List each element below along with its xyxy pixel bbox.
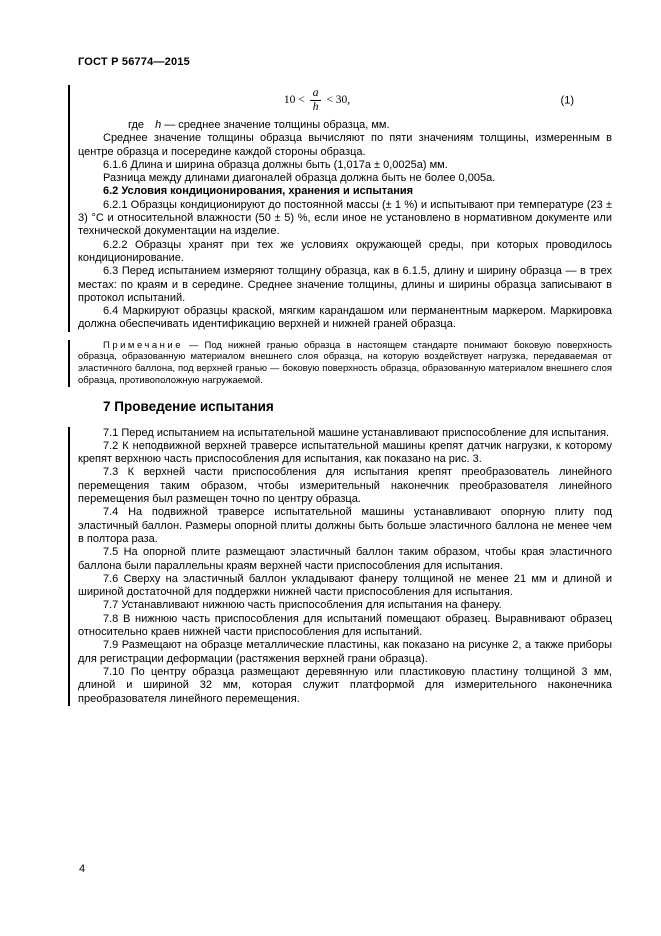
document-header: ГОСТ Р 56774—2015 bbox=[78, 56, 190, 68]
paragraph-6-3: 6.3 Перед испытанием измеряют толщину образца, как в 6.1.5, длину и ширину образца — в трех местах: по краям и в середине. Среднее значение толщины, длины и ширины образца записывают в протокол испытаний. bbox=[78, 265, 612, 304]
document-body bbox=[78, 85, 612, 706]
paragraph-average-thickness: Среднее значение толщины образца вычисляют по пяти значениям толщины, измеренным в центре образца и посередине каждой стороны образца. bbox=[78, 132, 612, 158]
paragraph-7-5: 7.5 На опорной плите размещают эластичный баллон таким образом, чтобы края эластичного баллона были параллельны краям верхней части приспособления для испытания. bbox=[78, 546, 612, 572]
paragraph-7-1: 7.1 Перед испытанием на испытательной машине устанавливают приспособление для испытания. bbox=[103, 426, 610, 439]
fraction-numerator: a bbox=[310, 87, 322, 101]
where-definition: — среднее значение толщины образца, мм. bbox=[164, 119, 390, 131]
paragraph-7-4: 7.4 На подвижной траверсе испытательной машины устанавливают опорную плиту под эластичный баллон. Размеры опорной плиты должны быть больше эластичного баллона не менее чем в полтора раза. bbox=[78, 506, 612, 545]
where-variable: h bbox=[155, 119, 162, 131]
note-paragraph bbox=[78, 340, 612, 387]
formula-suffix: < 30, bbox=[326, 93, 351, 106]
paragraph-6-2-2: 6.2.2 Образцы хранят при тех же условиях окружающей среды, при которых проводилось кондиционирование. bbox=[78, 238, 612, 264]
section-7-heading: 7 Проведение испытания bbox=[103, 398, 274, 414]
paragraph-6-4: 6.4 Маркируют образцы краской, мягким карандашом или перманентным маркером. Маркировка должна обеспечивать идентификацию верхней и нижней граней образца. bbox=[78, 305, 612, 331]
paragraph-7-10: 7.10 По центру образца размещают деревянную или пластиковую пластину толщиной 3 мм, длиной и шириной 32 мм, которая служит платформой для измерительного наконечника преобразователя линейного перемещения. bbox=[78, 665, 612, 705]
formula-prefix: 10 < bbox=[283, 93, 305, 106]
paragraph-7-2: 7.2 К неподвижной верхней траверсе испытательной машины крепят датчик нагрузки, к которому крепят верхнюю часть приспособления для испытания, как показано на рис. 3. bbox=[78, 439, 612, 466]
revision-marked-note-block bbox=[68, 340, 612, 387]
paragraph-7-7: 7.7 Устанавливают нижнюю часть приспособления для испытания на фанеру. bbox=[103, 599, 502, 612]
revision-marked-block-section-7 bbox=[68, 427, 612, 706]
note-label: Примечание bbox=[103, 339, 183, 351]
paragraph-diagonals: Разница между длинами диагоналей образца должна быть не более 0,005a. bbox=[103, 172, 496, 185]
paragraph-6-2-1: 6.2.1 Образцы кондиционируют до постоянной массы (± 1 %) и испытывают при температуре (23 ± 3) °С и относительной влажности (50 ± 5) %, если иное не установлено в нормативном документе или технической документации на изделие. bbox=[78, 198, 612, 238]
formula-number: (1) bbox=[560, 93, 574, 106]
revision-marked-block-section-6 bbox=[68, 85, 612, 332]
note-text: — Под нижней гранью образца в настоящем стандарте понимают боковую поверхность образца, образованную материалом внешнего слоя образца, на которую воздействует нагрузка, передаваемая от эластичного баллона, под верхней гранью — боковую поверхность образца, образованную материалом внешнего слоя образца, противоположную нагружаемой. bbox=[78, 339, 613, 386]
fraction-denominator: h bbox=[312, 101, 319, 113]
paragraph-where bbox=[78, 119, 612, 132]
formula-1 bbox=[78, 85, 612, 116]
where-keyword: где bbox=[128, 119, 145, 131]
fraction-a-over-h bbox=[310, 87, 322, 113]
page-number: 4 bbox=[79, 863, 86, 875]
paragraph-7-6: 7.6 Сверху на эластичный баллон укладывают фанеру толщиной не менее 21 мм и длиной и шириной достаточной для поддержки нижней части приспособления для испытания. bbox=[78, 572, 612, 599]
formula-expression bbox=[284, 87, 350, 113]
paragraph-7-9: 7.9 Размещают на образце металлические пластины, как показано на рисунке 2, а также приборы для регистрации деформации (растяжения верхней грани образца). bbox=[78, 639, 612, 665]
paragraph-7-8: 7.8 В нижнюю часть приспособления для испытаний помещают образец. Выравнивают образец относительно краев нижней части приспособления для испытаний. bbox=[78, 612, 612, 639]
paragraph-6-1-6: 6.1.6 Длина и ширина образца должны быть (1,017a ± 0,0025a) мм. bbox=[103, 158, 448, 171]
subsection-6-2-heading: 6.2 Условия кондиционирования, хранения и испытания bbox=[103, 185, 414, 198]
paragraph-7-3: 7.3 К верхней части приспособления для испытания крепят преобразователь линейного перемещения таким образом, чтобы измерительный наконечник преобразователя линейного перемещения был размещен точно по центру образца. bbox=[78, 466, 612, 506]
